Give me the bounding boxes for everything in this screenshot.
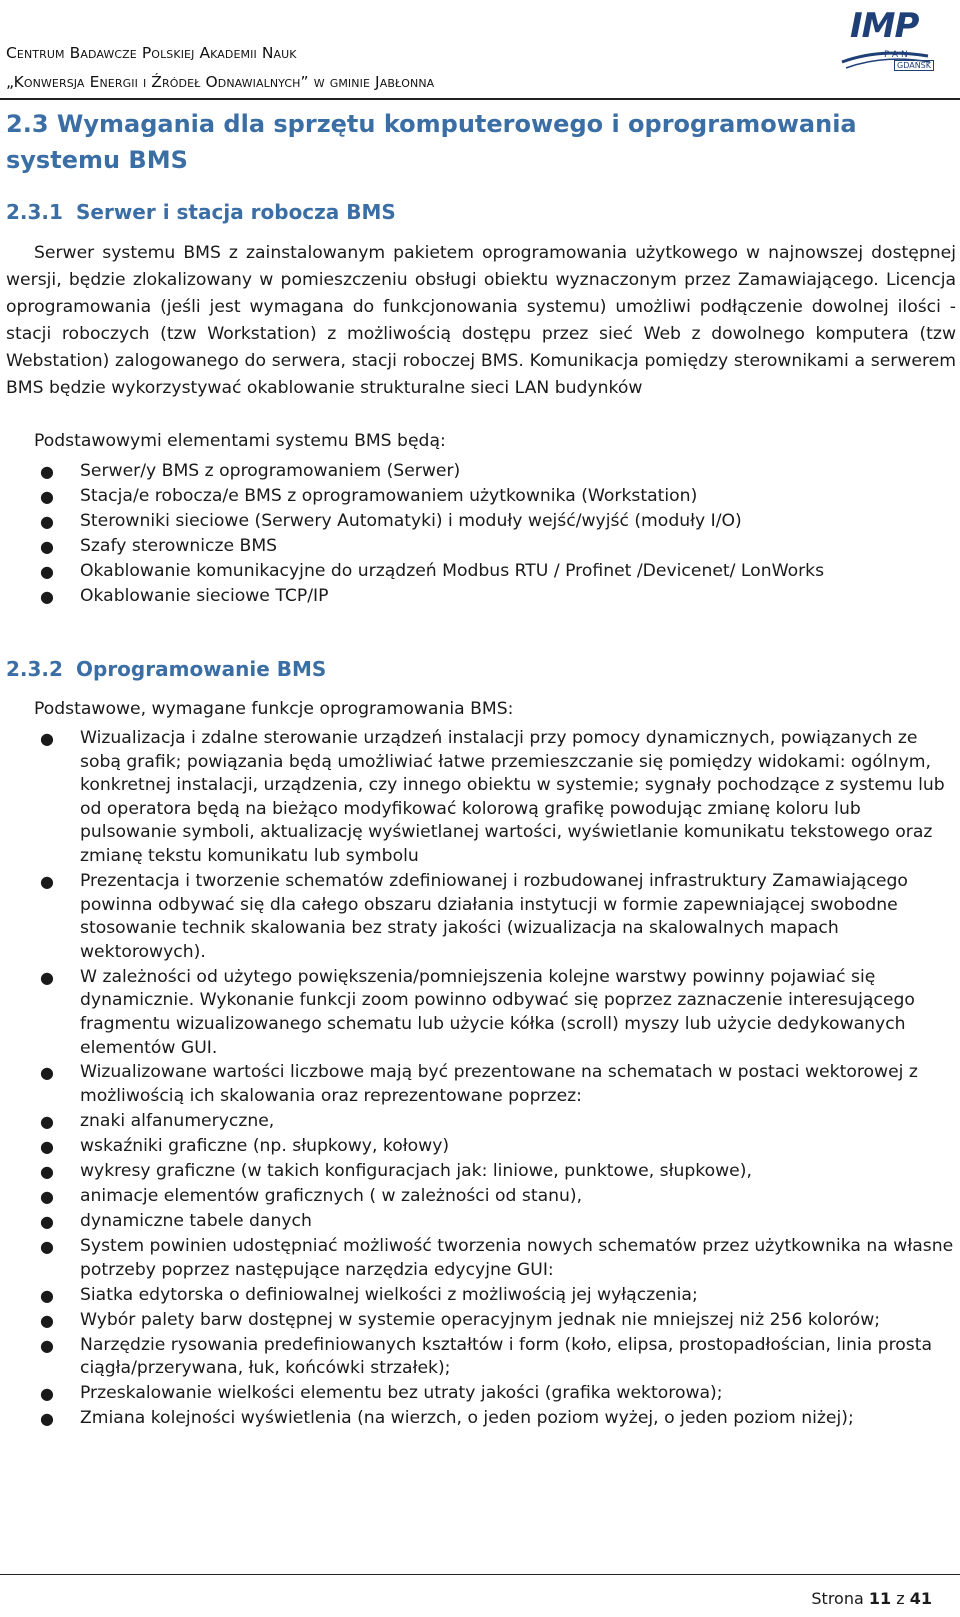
footer-prefix: Strona: [811, 1589, 864, 1608]
bullet-icon: ●: [40, 462, 54, 481]
subsection-1-paragraph-text: Serwer systemu BMS z zainstalowanym pakietem oprogramowania użytkowego w najnowszej dostępnej wersji, będzie zlokalizowany w pomieszczeniu obsługi obiektu wyznaczonym przez Zamawiającego. Licencja oprogramowania (jeśli jest wymagana do funkcjonowania systemu) umożliwi podłączenie dowolnej ilości -stacji roboczych (tzw Workstation) z możliwością dostępu przez sieć Web z dowolnego komputera (tzw Webstation) zalogowanego do serwera, stacji roboczej BMS. Komunikacja pomiędzy sterownikami a serwerem BMS będzie wykorzystywać okablowanie strukturalne sieci LAN budynków: [6, 243, 956, 398]
bullet-icon: ●: [40, 562, 54, 581]
header-project: „Konwersja Energii i Źródeł Odnawialnych” w gminie Jabłonna: [6, 73, 435, 91]
bullet-icon: ●: [40, 871, 54, 891]
list-item: ● Serwer/y BMS z oprogramowaniem (Serwer): [0, 459, 955, 484]
subsection-2-heading: [6, 657, 326, 681]
subsection-2-title: Oprogramowanie BMS: [76, 657, 327, 681]
subsection-1-list-intro: Podstawowymi elementami systemu BMS będą:: [34, 431, 446, 451]
logo-city: GDAŃSK: [894, 60, 934, 71]
subsection-1-number: 2.3.1: [6, 200, 63, 224]
bullet-icon: ●: [40, 1187, 54, 1207]
list-item: ● dynamiczne tabele danych: [0, 1210, 955, 1234]
bullet-icon: ●: [40, 1212, 54, 1231]
bullet-icon: ●: [40, 587, 54, 606]
page-number: [811, 1589, 932, 1608]
footer-separator: z: [896, 1589, 905, 1608]
bullet-icon: ●: [40, 1137, 54, 1157]
bullet-icon: ●: [40, 512, 54, 531]
bullet-icon: ●: [40, 967, 54, 987]
bullet-icon: ●: [40, 1236, 54, 1256]
footer-divider: [0, 1574, 960, 1575]
list-item: ● Prezentacja i tworzenie schematów zdefiniowanej i rozbudowanej infrastruktury Zamawiającego powinna odbywać się dla całego obszaru działania instytucji w formie zapewniającej swobodne stosowanie technik skalowania bez straty jakości (wizualizacja na skalowalnych mapach wektorowych).: [40, 870, 908, 962]
bullet-icon: ●: [40, 1285, 54, 1305]
subsection-2-number: 2.3.2: [6, 657, 63, 681]
logo-sub: PAN: [884, 50, 911, 60]
list-item: ● Okablowanie sieciowe TCP/IP: [0, 584, 955, 609]
list-item: ● Sterowniki sieciowe (Serwery Automatyki) i moduły wejść/wyjść (moduły I/O): [0, 509, 955, 534]
list-item: ● Wizualizacja i zdalne sterowanie urządzeń instalacji przy pomocy dynamicznych, powiązanych ze sobą grafik; powiązania będą umożliwiać łatwe przemieszczanie się pomiędzy widokami: ogólnym, konkretnej instalacji, urządzenia, czy innego obiektu w systemie; sygnały pochodzące z systemu lub od operatora będą na bieżąco modyfikować kolorową grafikę powodując zmianę koloru lub pulsowanie symboli, aktualizację wyświetlanej wartości, wyświetlanie komunikatu tekstowego oraz zmianę tekstu komunikatu lub symbolu: [40, 728, 945, 866]
bullet-icon: ●: [40, 487, 54, 506]
list-item: ● Wybór palety barw dostępnej w systemie operacyjnym jednak nie mniejszej niż 256 kolorów;: [0, 1309, 955, 1333]
subsection-2-list: [0, 727, 955, 1432]
list-item: ● Narzędzie rysowania predefiniowanych kształtów i form (koło, elipsa, prostopadłościan, linia prosta ciągła/przerywana, łuk, końcówki strzałek);: [40, 1334, 933, 1379]
header-divider: [0, 98, 960, 100]
bullet-icon: ●: [40, 1162, 54, 1182]
imp-pan-logo: [836, 2, 936, 74]
subsection-2-list-intro: Podstawowe, wymagane funkcje oprogramowania BMS:: [34, 699, 514, 719]
list-item: ● animacje elementów graficznych ( w zależności od stanu),: [0, 1185, 955, 1209]
bullet-icon: ●: [40, 537, 54, 556]
list-item: ● wskaźniki graficzne (np. słupkowy, kołowy): [0, 1135, 955, 1159]
list-item: ● System powinien udostępniać możliwość tworzenia nowych schematów przez użytkownika na własne potrzeby poprzez następujące narzędzia edycyjne GUI:: [40, 1235, 954, 1280]
list-item: ● Stacja/e robocza/e BMS z oprogramowaniem użytkownika (Workstation): [0, 484, 955, 509]
list-item: ● Szafy sterownicze BMS: [0, 534, 955, 559]
subsection-1-heading: [6, 200, 396, 224]
section-title: 2.3 Wymagania dla sprzętu komputerowego i oprogramowania systemu BMS: [6, 110, 857, 174]
list-item: ● znaki alfanumeryczne,: [0, 1110, 955, 1134]
bullet-icon: ●: [40, 1335, 54, 1355]
logo-text: IMP: [850, 6, 919, 46]
footer-page: 11: [868, 1589, 892, 1608]
list-item: ● Siatka edytorska o definiowalnej wielkości z możliwością jej wyłączenia;: [0, 1284, 955, 1308]
list-item: ● W zależności od użytego powiększenia/pomniejszenia kolejne warstwy powinny pojawiać się dynamicznie. Wykonanie funkcji zoom powinno odbywać się poprzez zaznaczenie interesującego fragmentu wizualizowanego schematu lub użycie kółka (scroll) myszy lub użycie dedykowanych elementów GUI.: [40, 966, 915, 1058]
bullet-icon: ●: [40, 1112, 54, 1132]
bullet-icon: ●: [40, 1310, 54, 1330]
subsection-1-list: [0, 459, 955, 609]
list-item: ● Wizualizowane wartości liczbowe mają być prezentowane na schematach w postaci wektorowej z możliwością ich skalowania oraz reprezentowane poprzez:: [40, 1062, 918, 1107]
subsection-1-paragraph: [6, 240, 956, 402]
page-header: [0, 0, 960, 100]
bullet-icon: ●: [40, 1409, 54, 1429]
list-item: ● Zmiana kolejności wyświetlenia (na wierzch, o jeden poziom wyżej, o jeden poziom niżej);: [0, 1407, 955, 1431]
subsection-1-title: Serwer i stacja robocza BMS: [76, 200, 396, 224]
bullet-icon: ●: [40, 1063, 54, 1083]
header-institution: Centrum Badawcze Polskiej Akademii Nauk: [6, 44, 297, 62]
footer-total: 41: [909, 1589, 932, 1608]
bullet-icon: ●: [40, 1384, 54, 1404]
bullet-icon: ●: [40, 729, 54, 748]
list-item: ● wykresy graficzne (w takich konfiguracjach jak: liniowe, punktowe, słupkowe),: [0, 1160, 955, 1184]
list-item: ● Okablowanie komunikacyjne do urządzeń Modbus RTU / Profinet /Devicenet/ LonWorks: [0, 559, 955, 584]
list-item: ● Przeskalowanie wielkości elementu bez utraty jakości (grafika wektorowa);: [0, 1382, 955, 1406]
